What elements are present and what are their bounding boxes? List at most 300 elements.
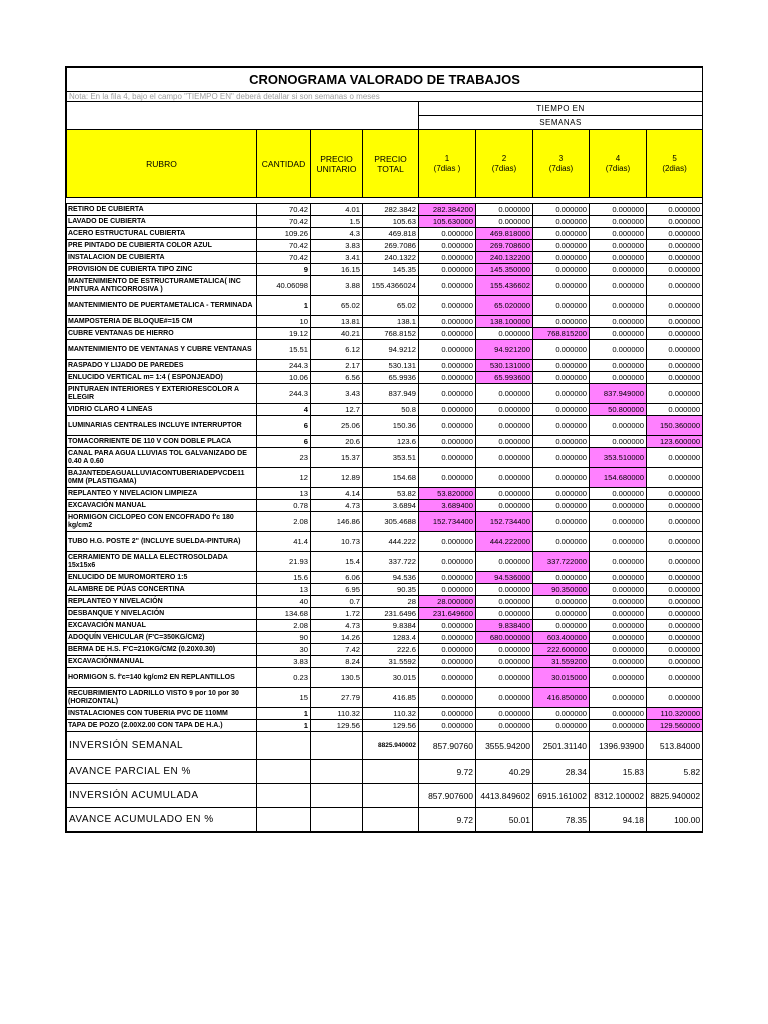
cell-precio-unitario: 6.06 <box>311 572 363 584</box>
table-row <box>67 552 703 572</box>
avance-parcial-row-week-4: 15.83 <box>590 760 647 784</box>
inversion-acumulada-row-week-1: 857.907600 <box>419 784 476 808</box>
cell-week-5: 0.000000 <box>647 620 703 632</box>
cell-week-3: 0.000000 <box>533 216 590 228</box>
cell-cantidad: 13 <box>257 488 311 500</box>
cell-rubro: VIDRIO CLARO 4 LINEAS <box>67 404 257 416</box>
cell-week-2: 444.222000 <box>476 532 533 552</box>
cell-cantidad: 21.93 <box>257 552 311 572</box>
cell-week-5: 150.360000 <box>647 416 703 436</box>
cell-week-2: 0.000000 <box>476 720 533 732</box>
table-row <box>67 596 703 608</box>
cell-week-5: 0.000000 <box>647 512 703 532</box>
table-row <box>67 688 703 708</box>
cell-rubro: EXCAVACIÓN MANUAL <box>67 500 257 512</box>
table-row <box>67 276 703 296</box>
cell-cantidad: 2.08 <box>257 620 311 632</box>
cell-week-5: 0.000000 <box>647 216 703 228</box>
cell-precio-unitario: 65.02 <box>311 296 363 316</box>
cell-precio-unitario: 3.83 <box>311 240 363 252</box>
cell-week-3: 416.850000 <box>533 688 590 708</box>
cell-precio-unitario: 27.79 <box>311 688 363 708</box>
cell-week-1: 0.000000 <box>419 632 476 644</box>
cell-rubro: TOMACORRIENTE DE 110 V CON DOBLE PLACA <box>67 436 257 448</box>
cell-week-2: 94.536000 <box>476 572 533 584</box>
cell-precio-total: 145.35 <box>363 264 419 276</box>
cell-week-3: 0.000000 <box>533 316 590 328</box>
cell-week-3: 0.000000 <box>533 596 590 608</box>
cell-rubro: RASPADO Y LIJADO DE PAREDES <box>67 360 257 372</box>
inversion-semanal-row-total: 8825.940002 <box>363 732 419 760</box>
avance-parcial-row <box>67 760 703 784</box>
cell-week-5: 0.000000 <box>647 264 703 276</box>
avance-parcial-row-week-5: 5.82 <box>647 760 703 784</box>
table-row <box>67 468 703 488</box>
cell-week-3: 0.000000 <box>533 340 590 360</box>
cell-cantidad: 70.42 <box>257 216 311 228</box>
cell-week-2: 0.000000 <box>476 448 533 468</box>
cell-precio-unitario: 14.26 <box>311 632 363 644</box>
cell-week-4: 0.000000 <box>590 688 647 708</box>
cell-precio-unitario: 8.24 <box>311 656 363 668</box>
cell-week-1: 0.000000 <box>419 228 476 240</box>
cell-precio-unitario: 10.73 <box>311 532 363 552</box>
cell-week-1: 0.000000 <box>419 316 476 328</box>
cell-cantidad: 40 <box>257 596 311 608</box>
cell-week-4: 0.000000 <box>590 532 647 552</box>
cell-precio-total: 138.1 <box>363 316 419 328</box>
cell-week-4: 154.680000 <box>590 468 647 488</box>
cell-week-3: 0.000000 <box>533 468 590 488</box>
cell-week-5: 0.000000 <box>647 228 703 240</box>
table-row <box>67 608 703 620</box>
header-row <box>67 130 703 198</box>
avance-parcial-row-week-3: 28.34 <box>533 760 590 784</box>
cell-rubro: PROVISION DE CUBIERTA TIPO ZINC <box>67 264 257 276</box>
cell-rubro: PRE PINTADO DE CUBIERTA COLOR AZUL <box>67 240 257 252</box>
cell-week-1: 0.000000 <box>419 264 476 276</box>
table-row <box>67 216 703 228</box>
cell-week-4: 353.510000 <box>590 448 647 468</box>
cell-rubro: RETIRO DE CUBIERTA <box>67 204 257 216</box>
cell-precio-unitario: 146.86 <box>311 512 363 532</box>
avance-parcial-row-week-1: 9.72 <box>419 760 476 784</box>
cell-precio-unitario: 3.41 <box>311 252 363 264</box>
table-row <box>67 620 703 632</box>
cell-week-5: 0.000000 <box>647 252 703 264</box>
cell-precio-total: 282.3842 <box>363 204 419 216</box>
table-row <box>67 448 703 468</box>
cell-cantidad: 70.42 <box>257 204 311 216</box>
table-row <box>67 384 703 404</box>
schedule-table <box>66 67 703 832</box>
cell-rubro: PINTURAEN INTERIORES Y EXTERIORESCOLOR A ELEGIR <box>67 384 257 404</box>
cell-week-2: 0.000000 <box>476 404 533 416</box>
cell-week-3: 0.000000 <box>533 512 590 532</box>
table-row <box>67 668 703 688</box>
cell-precio-unitario: 4.73 <box>311 500 363 512</box>
cell-precio-unitario: 6.95 <box>311 584 363 596</box>
inversion-semanal-row-label: INVERSIÓN SEMANAL <box>67 732 257 760</box>
cell-rubro: TUBO H.G. POSTE 2" (INCLUYE SUELDA-PINTURA) <box>67 532 257 552</box>
inversion-semanal-row-week-2: 3555.94200 <box>476 732 533 760</box>
cell-week-5: 0.000000 <box>647 340 703 360</box>
avance-parcial-row-week-2: 40.29 <box>476 760 533 784</box>
cell-cantidad: 1 <box>257 720 311 732</box>
cell-cantidad: 23 <box>257 448 311 468</box>
cell-rubro: EXCAVACIÓNMANUAL <box>67 656 257 668</box>
cell-week-4: 0.000000 <box>590 656 647 668</box>
empty-cell <box>257 808 311 832</box>
cell-cantidad: 244.3 <box>257 360 311 372</box>
cell-week-2: 155.436602 <box>476 276 533 296</box>
cell-week-2: 65.020000 <box>476 296 533 316</box>
cell-week-4: 0.000000 <box>590 360 647 372</box>
table-row <box>67 264 703 276</box>
cell-week-4: 0.000000 <box>590 632 647 644</box>
cell-cantidad: 41.4 <box>257 532 311 552</box>
cell-week-5: 0.000000 <box>647 632 703 644</box>
cell-week-5: 0.000000 <box>647 204 703 216</box>
cell-week-3: 30.015000 <box>533 668 590 688</box>
cell-cantidad: 1 <box>257 296 311 316</box>
cell-precio-unitario: 1.72 <box>311 608 363 620</box>
empty-cell <box>311 784 363 808</box>
cell-rubro: ENLUCIDO DE MUROMORTERO 1:5 <box>67 572 257 584</box>
cell-week-1: 0.000000 <box>419 572 476 584</box>
table-row <box>67 512 703 532</box>
cell-rubro: MANTENIMIENTO DE ESTRUCTURAMETALICA( INC PINTURA ANTICORROSIVA ) <box>67 276 257 296</box>
cell-precio-total: 65.02 <box>363 296 419 316</box>
cell-rubro: HORMIGON CICLOPEO CON ENCOFRADO f'c 180 kg/cm2 <box>67 512 257 532</box>
cell-cantidad: 40.06098 <box>257 276 311 296</box>
cell-week-1: 53.820000 <box>419 488 476 500</box>
empty-cell <box>363 760 419 784</box>
header-rubro: RUBRO <box>67 130 257 198</box>
cell-precio-total: 444.222 <box>363 532 419 552</box>
cell-week-5: 110.320000 <box>647 708 703 720</box>
cell-week-2: 152.734400 <box>476 512 533 532</box>
cell-precio-unitario: 3.88 <box>311 276 363 296</box>
cell-precio-unitario: 20.6 <box>311 436 363 448</box>
cell-precio-total: 155.4366024 <box>363 276 419 296</box>
cell-rubro: ADOQUÍN VEHICULAR (F'C=350KG/CM2) <box>67 632 257 644</box>
table-row <box>67 632 703 644</box>
avance-acumulado-row-week-3: 78.35 <box>533 808 590 832</box>
cell-precio-unitario: 0.7 <box>311 596 363 608</box>
cell-cantidad: 70.42 <box>257 240 311 252</box>
table-row <box>67 316 703 328</box>
table-row <box>67 488 703 500</box>
cell-precio-unitario: 3.43 <box>311 384 363 404</box>
cell-precio-total: 31.5592 <box>363 656 419 668</box>
cell-rubro: ALAMBRE DE PÚAS CONCERTINA <box>67 584 257 596</box>
cell-cantidad: 244.3 <box>257 384 311 404</box>
cell-week-5: 0.000000 <box>647 668 703 688</box>
cell-week-1: 0.000000 <box>419 584 476 596</box>
cell-precio-total: 469.818 <box>363 228 419 240</box>
cell-week-3: 0.000000 <box>533 252 590 264</box>
cell-rubro: ACERO ESTRUCTURAL CUBIERTA <box>67 228 257 240</box>
table-row <box>67 720 703 732</box>
header-precio-total: PRECIO TOTAL <box>363 130 419 198</box>
table-row <box>67 252 703 264</box>
cell-cantidad: 10.06 <box>257 372 311 384</box>
cell-week-1: 0.000000 <box>419 708 476 720</box>
table-row <box>67 360 703 372</box>
cell-week-2: 680.000000 <box>476 632 533 644</box>
cell-precio-total: 53.82 <box>363 488 419 500</box>
cell-cantidad: 0.78 <box>257 500 311 512</box>
cell-week-1: 0.000000 <box>419 276 476 296</box>
cell-precio-total: 269.7086 <box>363 240 419 252</box>
cell-week-4: 0.000000 <box>590 720 647 732</box>
avance-acumulado-row-label: AVANCE ACUMULADO EN % <box>67 808 257 832</box>
cell-week-2: 0.000000 <box>476 688 533 708</box>
cell-precio-unitario: 4.3 <box>311 228 363 240</box>
cell-week-4: 0.000000 <box>590 328 647 340</box>
cell-week-3: 337.722000 <box>533 552 590 572</box>
inversion-semanal-row-week-5: 513.84000 <box>647 732 703 760</box>
cell-week-2: 94.921200 <box>476 340 533 360</box>
avance-acumulado-row-week-4: 94.18 <box>590 808 647 832</box>
table-row <box>67 340 703 360</box>
inversion-acumulada-row <box>67 784 703 808</box>
cell-week-5: 0.000000 <box>647 488 703 500</box>
empty-cell <box>311 732 363 760</box>
cell-rubro: LUMINARIAS CENTRALES INCLUYE INTERRUPTOR <box>67 416 257 436</box>
cell-cantidad: 0.23 <box>257 668 311 688</box>
cell-week-4: 0.000000 <box>590 240 647 252</box>
cell-precio-total: 28 <box>363 596 419 608</box>
cell-cantidad: 4 <box>257 404 311 416</box>
avance-acumulado-row-week-2: 50.01 <box>476 808 533 832</box>
cell-precio-unitario: 25.06 <box>311 416 363 436</box>
cell-cantidad: 15.6 <box>257 572 311 584</box>
cell-cantidad: 109.26 <box>257 228 311 240</box>
cell-precio-unitario: 129.56 <box>311 720 363 732</box>
cell-week-1: 3.689400 <box>419 500 476 512</box>
cell-week-1: 0.000000 <box>419 240 476 252</box>
cell-rubro: BAJANTEDEAGUALLUVIACONTUBERIADEPVCDE11 0MM (PLASTIGAMA) <box>67 468 257 488</box>
table-row <box>67 404 703 416</box>
cell-week-2: 0.000000 <box>476 416 533 436</box>
cell-cantidad: 15.51 <box>257 340 311 360</box>
cell-week-3: 0.000000 <box>533 360 590 372</box>
cell-week-4: 0.000000 <box>590 436 647 448</box>
cell-week-2: 530.131000 <box>476 360 533 372</box>
cell-week-5: 0.000000 <box>647 384 703 404</box>
schedule-sheet <box>65 66 703 833</box>
cell-precio-unitario: 4.73 <box>311 620 363 632</box>
cell-week-2: 138.100000 <box>476 316 533 328</box>
cell-week-5: 0.000000 <box>647 316 703 328</box>
inversion-semanal-row <box>67 732 703 760</box>
cell-precio-unitario: 12.7 <box>311 404 363 416</box>
cell-cantidad: 2.08 <box>257 512 311 532</box>
cell-cantidad: 12 <box>257 468 311 488</box>
cell-week-1: 0.000000 <box>419 436 476 448</box>
cell-rubro: MANTENIMIENTO DE PUERTAMETALICA - TERMINADA <box>67 296 257 316</box>
cell-week-3: 0.000000 <box>533 608 590 620</box>
cell-week-4: 0.000000 <box>590 572 647 584</box>
cell-precio-total: 90.35 <box>363 584 419 596</box>
cell-precio-total: 240.1322 <box>363 252 419 264</box>
cell-week-1: 0.000000 <box>419 328 476 340</box>
cell-precio-total: 353.51 <box>363 448 419 468</box>
cell-precio-total: 50.8 <box>363 404 419 416</box>
cell-week-1: 0.000000 <box>419 552 476 572</box>
cell-week-2: 0.000000 <box>476 436 533 448</box>
cell-precio-unitario: 16.15 <box>311 264 363 276</box>
cell-week-3: 0.000000 <box>533 436 590 448</box>
cell-week-2: 269.708600 <box>476 240 533 252</box>
cell-week-4: 0.000000 <box>590 488 647 500</box>
cell-week-5: 0.000000 <box>647 532 703 552</box>
cell-week-1: 0.000000 <box>419 340 476 360</box>
table-row <box>67 572 703 584</box>
cell-rubro: RECUBRIMIENTO LADRILLO VISTO 9 por 10 por 30 (HORIZONTAL) <box>67 688 257 708</box>
cell-week-5: 0.000000 <box>647 656 703 668</box>
page-title: CRONOGRAMA VALORADO DE TRABAJOS <box>67 68 703 92</box>
cell-week-4: 0.000000 <box>590 372 647 384</box>
table-row <box>67 228 703 240</box>
cell-week-2: 0.000000 <box>476 204 533 216</box>
cell-week-4: 0.000000 <box>590 644 647 656</box>
cell-week-3: 0.000000 <box>533 384 590 404</box>
cell-week-3: 0.000000 <box>533 532 590 552</box>
cell-precio-unitario: 6.56 <box>311 372 363 384</box>
cell-week-1: 28.000000 <box>419 596 476 608</box>
cell-rubro: CERRAMIENTO DE MALLA ELECTROSOLDADA 15x15x6 <box>67 552 257 572</box>
cell-week-1: 282.384200 <box>419 204 476 216</box>
cell-week-3: 0.000000 <box>533 372 590 384</box>
cell-week-2: 9.838400 <box>476 620 533 632</box>
cell-week-3: 0.000000 <box>533 204 590 216</box>
cell-week-1: 0.000000 <box>419 668 476 688</box>
cell-week-5: 0.000000 <box>647 296 703 316</box>
empty-cell <box>363 808 419 832</box>
cell-precio-total: 768.8152 <box>363 328 419 340</box>
cell-cantidad: 3.83 <box>257 656 311 668</box>
cell-precio-unitario: 4.01 <box>311 204 363 216</box>
cell-week-5: 0.000000 <box>647 608 703 620</box>
cell-week-2: 0.000000 <box>476 216 533 228</box>
cell-week-3: 0.000000 <box>533 296 590 316</box>
cell-week-4: 0.000000 <box>590 512 647 532</box>
inversion-acumulada-row-week-3: 6915.161002 <box>533 784 590 808</box>
cell-week-5: 0.000000 <box>647 360 703 372</box>
cell-week-2: 0.000000 <box>476 668 533 688</box>
cell-precio-unitario: 110.32 <box>311 708 363 720</box>
cell-week-3: 0.000000 <box>533 228 590 240</box>
cell-precio-total: 123.6 <box>363 436 419 448</box>
cell-rubro: CANAL PARA AGUA LLUVIAS TOL GALVANIZADO DE 0.40 A 0.60 <box>67 448 257 468</box>
cell-week-4: 0.000000 <box>590 552 647 572</box>
cell-week-3: 31.559200 <box>533 656 590 668</box>
inversion-semanal-row-week-3: 2501.31140 <box>533 732 590 760</box>
cell-week-1: 231.649600 <box>419 608 476 620</box>
cell-week-5: 129.560000 <box>647 720 703 732</box>
cell-precio-unitario: 12.89 <box>311 468 363 488</box>
cell-week-3: 222.600000 <box>533 644 590 656</box>
cell-week-4: 0.000000 <box>590 608 647 620</box>
cell-week-2: 145.350000 <box>476 264 533 276</box>
cell-week-4: 0.000000 <box>590 216 647 228</box>
cell-rubro: EXCAVACIÓN MANUAL <box>67 620 257 632</box>
cell-precio-unitario: 40.21 <box>311 328 363 340</box>
cell-week-1: 0.000000 <box>419 416 476 436</box>
cell-week-3: 0.000000 <box>533 708 590 720</box>
table-row <box>67 656 703 668</box>
cell-precio-unitario: 7.42 <box>311 644 363 656</box>
cell-week-3: 0.000000 <box>533 488 590 500</box>
table-row <box>67 204 703 216</box>
cell-week-1: 0.000000 <box>419 296 476 316</box>
cell-week-5: 0.000000 <box>647 552 703 572</box>
cell-week-1: 0.000000 <box>419 384 476 404</box>
cell-precio-unitario: 15.4 <box>311 552 363 572</box>
cell-precio-total: 222.6 <box>363 644 419 656</box>
cell-week-3: 0.000000 <box>533 720 590 732</box>
cell-precio-total: 1283.4 <box>363 632 419 644</box>
cell-week-3: 0.000000 <box>533 448 590 468</box>
cell-precio-total: 3.6894 <box>363 500 419 512</box>
cell-precio-total: 530.131 <box>363 360 419 372</box>
table-row <box>67 644 703 656</box>
avance-acumulado-row-week-5: 100.00 <box>647 808 703 832</box>
cell-precio-unitario: 4.14 <box>311 488 363 500</box>
cell-week-2: 0.000000 <box>476 656 533 668</box>
cell-week-1: 0.000000 <box>419 620 476 632</box>
cell-week-2: 469.818000 <box>476 228 533 240</box>
table-row <box>67 436 703 448</box>
cell-week-2: 65.993600 <box>476 372 533 384</box>
tiempo-en-label: TIEMPO EN <box>419 102 703 116</box>
cell-rubro: TAPA DE POZO (2.00X2.00 CON TAPA DE H.A.) <box>67 720 257 732</box>
cell-week-4: 0.000000 <box>590 252 647 264</box>
cell-cantidad: 6 <box>257 436 311 448</box>
cell-week-4: 0.000000 <box>590 416 647 436</box>
cell-week-4: 0.000000 <box>590 668 647 688</box>
cell-week-4: 0.000000 <box>590 340 647 360</box>
cell-precio-unitario: 15.37 <box>311 448 363 468</box>
cell-rubro: DESBANQUE Y NIVELACIÓN <box>67 608 257 620</box>
cell-week-1: 0.000000 <box>419 720 476 732</box>
cell-week-2: 0.000000 <box>476 552 533 572</box>
cell-week-4: 0.000000 <box>590 264 647 276</box>
cell-week-1: 0.000000 <box>419 644 476 656</box>
cell-cantidad: 15 <box>257 688 311 708</box>
avance-acumulado-row <box>67 808 703 832</box>
cell-precio-unitario: 1.5 <box>311 216 363 228</box>
inversion-semanal-row-week-4: 1396.93900 <box>590 732 647 760</box>
cell-week-1: 0.000000 <box>419 688 476 708</box>
cell-precio-total: 110.32 <box>363 708 419 720</box>
cell-week-2: 0.000000 <box>476 488 533 500</box>
cell-precio-total: 105.63 <box>363 216 419 228</box>
cell-week-5: 123.600000 <box>647 436 703 448</box>
empty-cell <box>311 760 363 784</box>
title-row <box>67 68 703 92</box>
cell-week-1: 0.000000 <box>419 252 476 264</box>
cell-precio-unitario: 13.81 <box>311 316 363 328</box>
header-cantidad: CANTIDAD <box>257 130 311 198</box>
inversion-acumulada-row-week-4: 8312.100002 <box>590 784 647 808</box>
cell-week-2: 0.000000 <box>476 596 533 608</box>
cell-precio-total: 305.4688 <box>363 512 419 532</box>
cell-week-4: 0.000000 <box>590 228 647 240</box>
